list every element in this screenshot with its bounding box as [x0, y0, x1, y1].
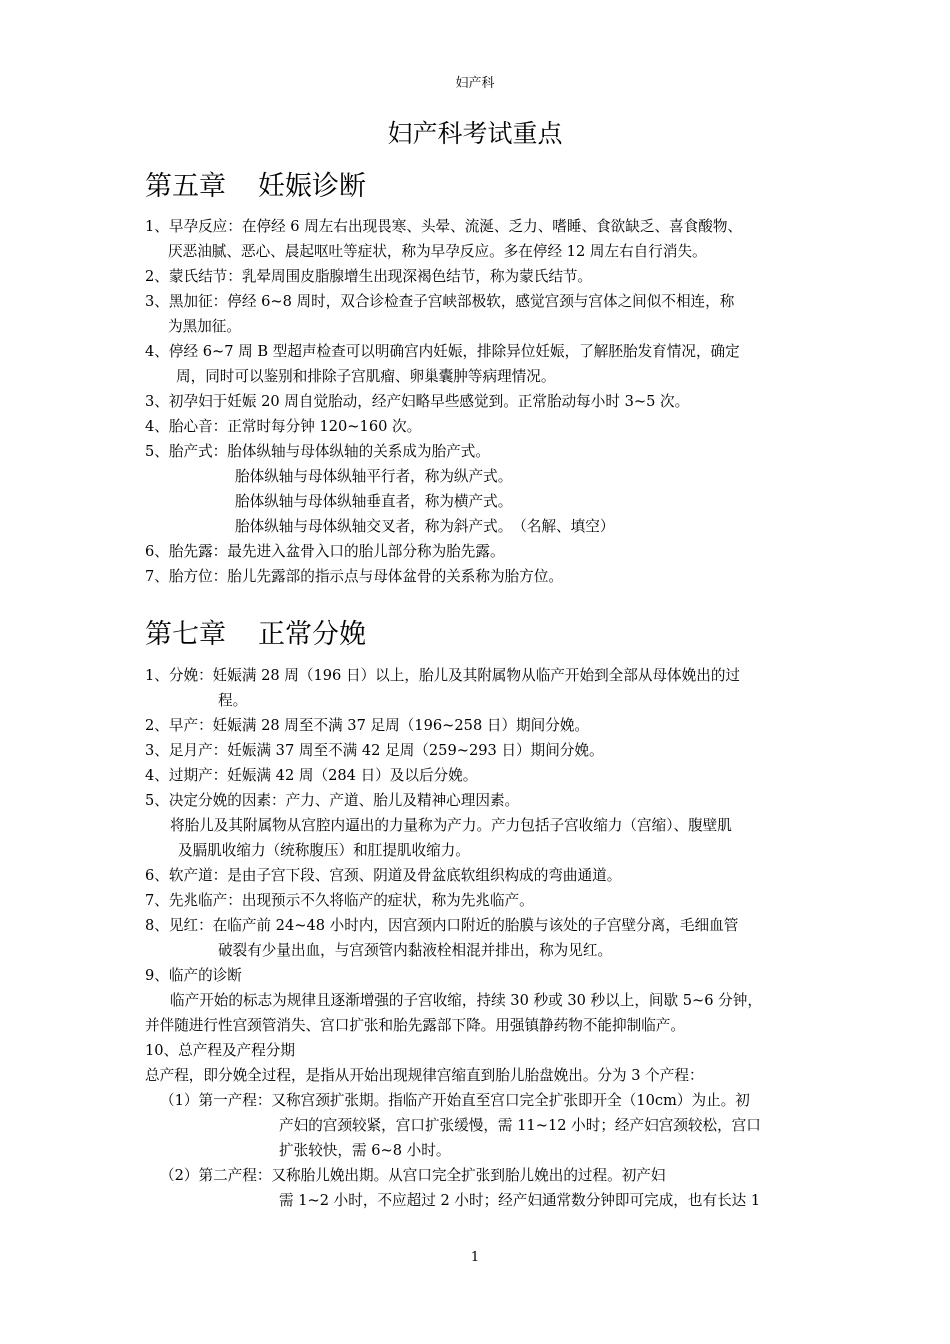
chapter-number: 第七章	[145, 619, 226, 650]
text-line: 胎体纵轴与母体纵轴交叉者，称为斜产式。 （名解、填空）	[235, 518, 615, 535]
text-line: 2、蒙氏结节：乳晕周围皮脂腺增生出现深褐色结节，称为蒙氏结节。	[145, 268, 593, 285]
text-line: 4、停经 6~7 周 B 型超声检查可以明确宫内妊娠，排除异位妊娠，了解胚胎发育情况，确定	[145, 343, 740, 360]
text-line: 程。	[218, 692, 248, 709]
chapter-5-heading	[145, 164, 366, 203]
text-line: 总产程，即分娩全过程，是指从开始出现规律宫缩直到胎儿胎盘娩出。分为 3 个产程：	[145, 1067, 704, 1084]
chapter-name: 正常分娩	[258, 619, 366, 650]
running-header: 妇产科	[455, 76, 495, 91]
document-title: 妇产科考试重点	[387, 119, 563, 148]
text-line: 需 1~2 小时，不应超过 2 小时；经产妇通常数分钟即可完成，也有长达 1	[279, 1192, 761, 1209]
text-line: 9、临产的诊断	[145, 967, 242, 984]
text-line: 3、初孕妇于妊娠 20 周自觉胎动，经产妇略早些感觉到。正常胎动每小时 3~5 次。	[145, 393, 690, 410]
text-line: （1）第一产程：又称宫颈扩张期。指临产开始直至宫口完全扩张即开全（10cm）为止。初	[160, 1092, 750, 1109]
chapter-7-heading	[145, 612, 366, 651]
text-line: 8、见红：在临产前 24~48 小时内，因宫颈内口附近的胎膜与该处的子宫壁分离，毛细血管	[145, 917, 739, 934]
text-line: 将胎儿及其附属物从宫腔内逼出的力量称为产力。产力包括子宫收缩力（宫缩）、腹壁肌	[170, 817, 732, 834]
text-line: 6、软产道：是由子宫下段、宫颈、阴道及骨盆底软组织构成的弯曲通道。	[145, 867, 622, 884]
text-line: 4、过期产：妊娠满 42 周（284 日）及以后分娩。	[145, 767, 478, 784]
text-line: 4、胎心音：正常时每分钟 120~160 次。	[145, 418, 422, 435]
page-number: 1	[470, 1250, 480, 1265]
text-line: 胎体纵轴与母体纵轴平行者，称为纵产式。	[235, 468, 513, 485]
text-line: 破裂有少量出血，与宫颈管内黏液栓相混并排出，称为见红。	[218, 942, 613, 959]
text-line: 3、黑加征：停经 6~8 周时，双合诊检查子宫峡部极软，感觉宫颈与宫体之间似不相连，称	[145, 293, 735, 310]
text-line: 厌恶油腻、恶心、晨起呕吐等症状，称为早孕反应。多在停经 12 周左右自行消失。	[168, 243, 707, 260]
chapter-number: 第五章	[145, 171, 226, 202]
text-line: 产妇的宫颈较紧，宫口扩张缓慢，需 11~12 小时；经产妇宫颈较松，宫口	[279, 1117, 761, 1134]
text-line: （2）第二产程：又称胎儿娩出期。从宫口完全扩张到胎儿娩出的过程。初产妇	[160, 1167, 666, 1184]
text-line: 扩张较快，需 6~8 小时。	[279, 1142, 451, 1159]
text-line: 为黑加征。	[168, 318, 241, 335]
text-line: 6、胎先露：最先进入盆骨入口的胎儿部分称为胎先露。	[145, 543, 505, 560]
text-line: 并伴随进行性宫颈管消失、宫口扩张和胎先露部下降。用强镇静药物不能抑制临产。	[145, 1017, 685, 1034]
text-line: 5、胎产式：胎体纵轴与母体纵轴的关系成为胎产式。	[145, 443, 490, 460]
chapter-name: 妊娠诊断	[258, 171, 366, 202]
text-line: 临产开始的标志为规律且逐渐增强的子宫收缩，持续 30 秒或 30 秒以上，间歇 5~6 分钟，	[170, 992, 762, 1009]
text-line: 7、胎方位：胎儿先露部的指示点与母体盆骨的关系称为胎方位。	[145, 568, 563, 585]
text-line: 1、分娩：妊娠满 28 周（196 日）以上，胎儿及其附属物从临产开始到全部从母体娩出的过	[145, 667, 741, 684]
text-line: 5、决定分娩的因素：产力、产道、胎儿及精神心理因素。	[145, 792, 520, 809]
text-line: 3、足月产：妊娠满 37 周至不满 42 足周（259~293 日）期间分娩。	[145, 742, 604, 759]
text-line: 周，同时可以鉴别和排除子宫肌瘤、卵巢囊肿等病理情况。	[176, 368, 556, 385]
text-line: 7、先兆临产：出现预示不久将临产的症状，称为先兆临产。	[145, 892, 534, 909]
text-line: 胎体纵轴与母体纵轴垂直者，称为横产式。	[235, 493, 513, 510]
text-line: 及膈肌收缩力（统称腹压）和肛提肌收缩力。	[178, 842, 470, 859]
text-line: 2、早产：妊娠满 28 周至不满 37 足周（196~258 日）期间分娩。	[145, 717, 590, 734]
text-line: 10、总产程及产程分期	[145, 1042, 295, 1059]
text-line: 1、早孕反应：在停经 6 周左右出现畏寒、头晕、流涎、乏力、嗜睡、食欲缺乏、喜食酸物、	[145, 218, 743, 235]
